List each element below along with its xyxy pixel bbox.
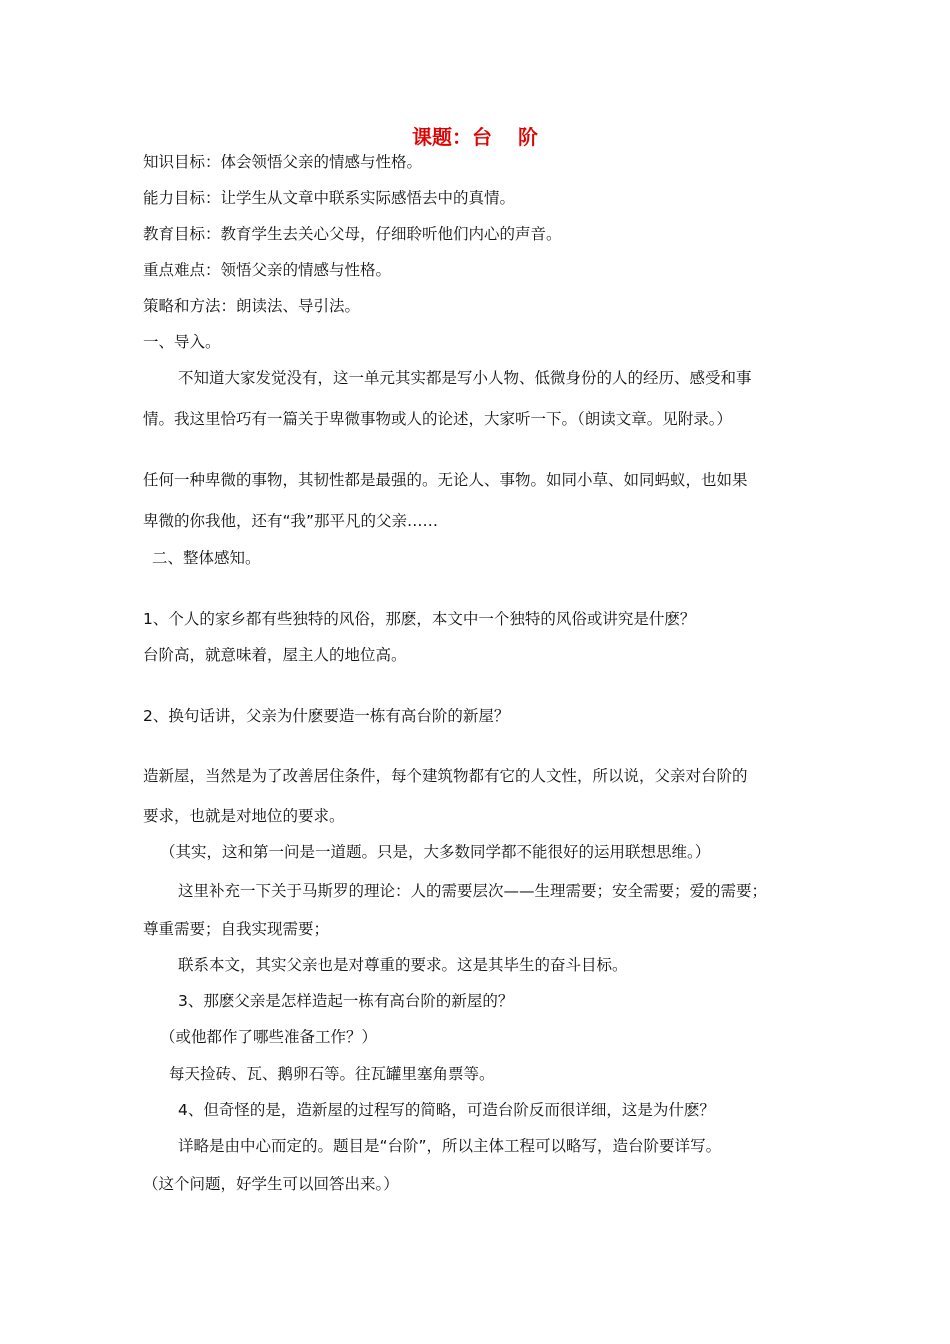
maslow-line2: 尊重需要；自我实现需要； — [143, 920, 330, 938]
answer-2-line1: 造新屋，当然是为了改善居住条件，每个建筑物都有它的人文性，所以说，父亲对台阶的 — [143, 767, 748, 785]
answer-2-line2: 要求，也就是对地位的要求。 — [143, 807, 345, 825]
lesson-title — [0, 124, 950, 150]
question-3: 3、那麽父亲是怎样造起一栋有高台阶的新屋的？ — [178, 992, 514, 1010]
humble-paragraph-line2: 卑微的你我他，还有“我”那平凡的父亲…… — [143, 512, 439, 530]
ability-objective: 能力目标：让学生从文章中联系实际感悟去中的真情。 — [143, 189, 516, 207]
section-overview-heading: 二、整体感知。 — [152, 549, 261, 567]
education-objective: 教育目标：教育学生去关心父母，仔细聆听他们内心的声音。 — [143, 225, 562, 243]
question-3-sub: （或他都作了哪些准备工作？） — [160, 1028, 378, 1046]
title-prefix: 课题：台 — [412, 125, 492, 149]
intro-paragraph-line2: 情。我这里恰巧有一篇关于卑微事物或人的论述，大家听一下。（朗读文章。见附录。） — [143, 410, 733, 428]
strategy-method: 策略和方法：朗读法、导引法。 — [143, 297, 361, 315]
intro-paragraph-line1: 不知道大家发觉没有，这一单元其实都是写小人物、低微身份的人的经历、感受和事 — [178, 369, 752, 387]
key-difficulty: 重点难点：领悟父亲的情感与性格。 — [143, 261, 392, 279]
section-intro-heading: 一、导入。 — [143, 333, 221, 351]
knowledge-objective: 知识目标：体会领悟父亲的情感与性格。 — [143, 153, 423, 171]
answer-4: 详略是由中心而定的。题目是“台阶”，所以主体工程可以略写，造台阶要详写。 — [178, 1137, 722, 1155]
question-2: 2、换句话讲，父亲为什麽要造一栋有高台阶的新屋？ — [143, 707, 510, 725]
note-2: （这个问题，好学生可以回答出来。） — [143, 1175, 399, 1193]
maslow-line1: 这里补充一下关于马斯罗的理论：人的需要层次——生理需要；安全需要；爱的需要； — [178, 882, 768, 900]
title-suffix: 阶 — [518, 125, 538, 149]
humble-paragraph-line1: 任何一种卑微的事物，其韧性都是最强的。无论人、事物。如同小草、如同蚂蚁，也如果 — [143, 471, 748, 489]
answer-3: 每天捡砖、瓦、鹅卵石等。往瓦罐里塞角票等。 — [169, 1065, 495, 1083]
question-1: 1、个人的家乡都有些独特的风俗，那麽，本文中一个独特的风俗或讲究是什麽？ — [143, 610, 696, 628]
link-to-text: 联系本文，其实父亲也是对尊重的要求。这是其毕生的奋斗目标。 — [178, 956, 628, 974]
answer-1: 台阶高，就意味着，屋主人的地位高。 — [143, 646, 407, 664]
note-1: （其实，这和第一问是一道题。只是，大多数同学都不能很好的运用联想思维。） — [160, 843, 711, 861]
question-4: 4、但奇怪的是，造新屋的过程写的简略，可造台阶反而很详细，这是为什麽？ — [178, 1101, 715, 1119]
